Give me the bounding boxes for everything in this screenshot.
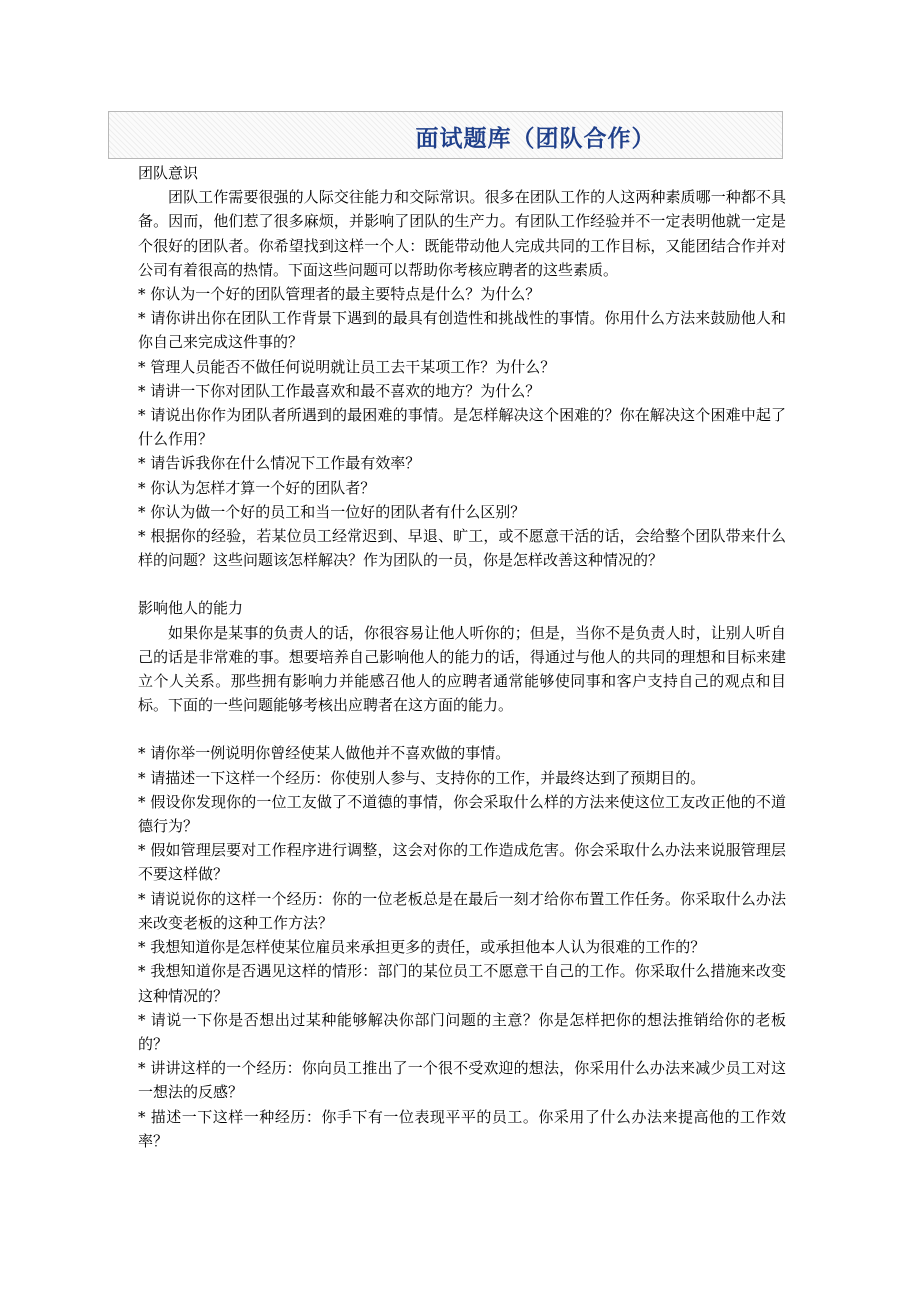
question-item: * 假设你发现你的一位工友做了不道德的事情，你会采取什么样的方法来使这位工友改正他的不道德行为？: [138, 792, 786, 836]
section-intro: 如果你是某事的负责人的话，你很容易让他人听你的；但是，当你不是负责人时，让别人听自己的话是非常难的事。想要培养自己影响他人的能力的话，得通过与他人的共同的理想和目标来建立个人关系。那些拥有影响力并能感召他人的应聘者通常能够使同事和客户支持自己的观点和目标。下面的一些问题能够考核出应聘者在这方面的能力。: [138, 623, 786, 715]
section-heading: 影响他人的能力: [138, 599, 244, 618]
spacer: [138, 572, 786, 596]
section-heading: 团队意识: [138, 164, 199, 182]
question-item: * 请说出你作为团队者所遇到的最困难的事情。是怎样解决这个困难的？你在解决这个困难中起了什么作用？: [138, 406, 786, 449]
question-item: * 请说一下你是否想出过某种能够解决你部门问题的主意？你是怎样把你的想法推销给你的老板的？: [138, 1010, 786, 1053]
question-item: * 根据你的经验，若某位员工经常迟到、早退、旷工，或不愿意干活的话，会给整个团队带来什么样的问题？这些问题该怎样解决？作为团队的一员，你是怎样改善这种情况的？: [138, 527, 786, 570]
page-title: 面试题库（团队合作）: [415, 126, 656, 152]
question-item: * 我想知道你是怎样使某位雇员来承担更多的责任，或承担他本人认为很难的工作的？: [138, 938, 706, 957]
question-item: * 讲讲这样的一个经历：你向员工推出了一个很不受欢迎的想法，你采用什么办法来减少员工对这一想法的反感？: [138, 1059, 786, 1102]
section-teamwork: [138, 161, 786, 572]
question-item: * 请告诉我你在什么情况下工作最有效率？: [138, 454, 421, 473]
spacer: [138, 717, 786, 741]
question-item: * 假如管理层要对工作程序进行调整，这会对你的工作造成危害。你会采取什么办法来说服管理层不要这样做？: [138, 841, 786, 884]
section-influence: [138, 596, 786, 1152]
question-item: * 我想知道你是否遇见这样的情形：部门的某位员工不愿意干自己的工作。你采取什么措施来改变这种情况的？: [138, 962, 786, 1005]
document-body: [138, 161, 786, 1153]
question-item: * 你认为怎样才算一个好的团队者？: [138, 478, 376, 497]
question-item: * 请描述一下这样一个经历：你使别人参与、支持你的工作，并最终达到了预期目的。: [138, 768, 706, 787]
title-banner: [108, 111, 783, 159]
question-item: * 请你举一例说明你曾经使某人做他并不喜欢做的事情。: [138, 744, 511, 763]
question-item: * 请讲一下你对团队工作最喜欢和最不喜欢的地方？为什么？: [138, 381, 541, 400]
section-intro: 团队工作需要很强的人际交往能力和交际常识。很多在团队工作的人这两种素质哪一种都不具备。因而，他们惹了很多麻烦，并影响了团队的生产力。有团队工作经验并不一定表明他就一定是个很好的团队者。你希望找到这样一个人：既能带动他人完成共同的工作目标，又能团结合作并对公司有着很高的热情。下面这些问题可以帮助你考核应聘者的这些素质。: [138, 188, 786, 279]
question-item: * 你认为做一个好的员工和当一位好的团队者有什么区别？: [138, 502, 526, 521]
question-item: * 管理人员能否不做任何说明就让员工去干某项工作？为什么？: [138, 357, 556, 376]
question-item: * 请你讲出你在团队工作背景下遇到的最具有创造性和挑战性的事情。你用什么方法来鼓励他人和你自己来完成这件事的？: [138, 309, 786, 352]
question-item: * 描述一下这样一种经历：你手下有一位表现平平的员工。你采用了什么办法来提高他的工作效率？: [138, 1107, 786, 1150]
question-item: * 你认为一个好的团队管理者的最主要特点是什么？为什么？: [138, 285, 541, 304]
question-item: * 请说说你的这样一个经历：你的一位老板总是在最后一刻才给你布置工作任务。你采取什么办法来改变老板的这种工作方法？: [138, 889, 786, 932]
